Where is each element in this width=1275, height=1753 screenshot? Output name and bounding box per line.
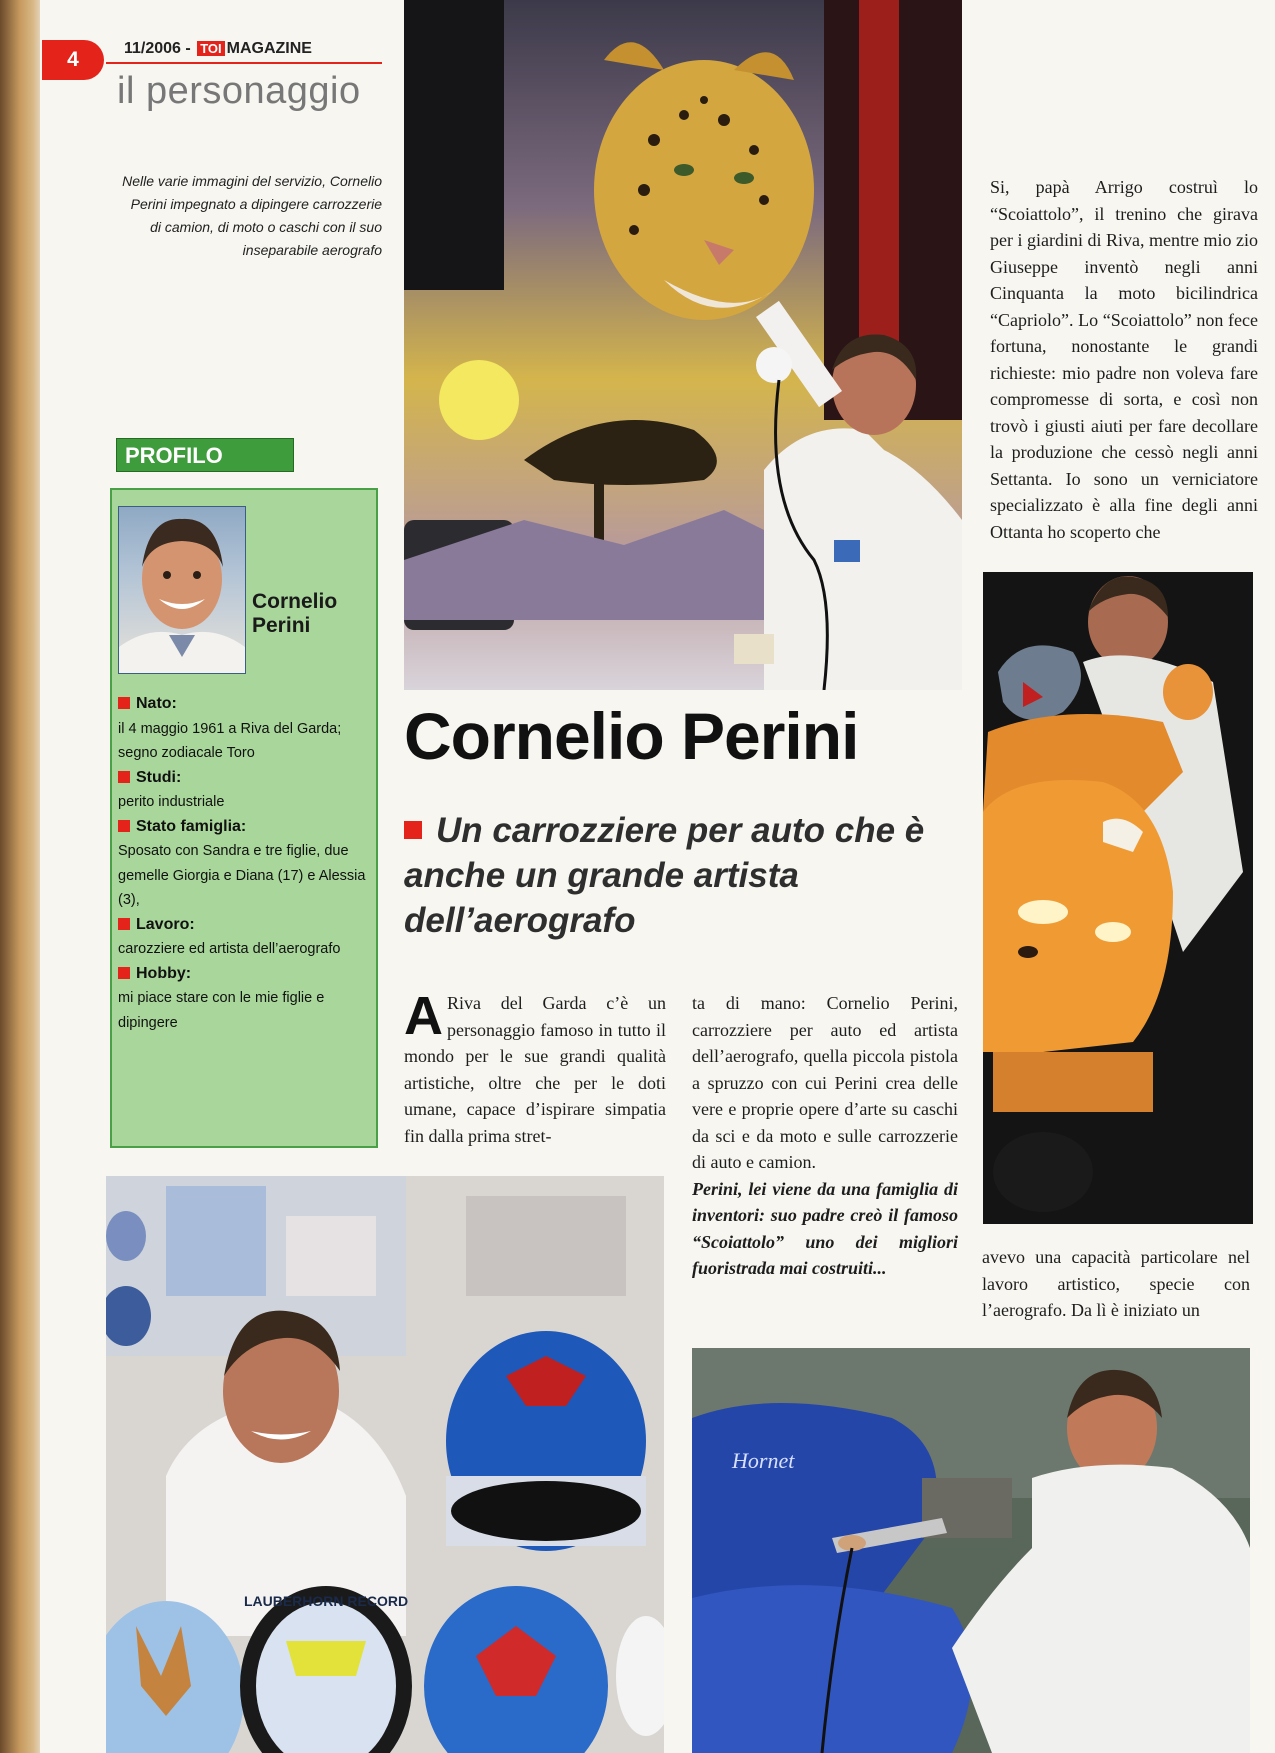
bullet-square-icon — [118, 820, 130, 832]
profile-label: Lavoro: — [136, 915, 195, 933]
bullet-square-icon — [118, 697, 130, 709]
brand-badge: TOI — [197, 41, 224, 56]
bullet-square-icon — [118, 967, 130, 979]
article-column-2 — [692, 990, 958, 1282]
helmet-lettering: LAUBERHORN RECORD — [243, 1593, 409, 1609]
bullet-square-icon — [118, 771, 130, 783]
profile-item — [118, 692, 374, 717]
article-subtitle-text: Un carrozziere per auto che è anche un grande artista dell’aerografo — [404, 811, 925, 940]
profile-label: Nato: — [136, 695, 177, 712]
interview-question: Perini, lei viene da una famiglia di inventori: suo padre creò il famoso “Scoiattolo” uno dei migliori fuoristrada mai costruiti... — [692, 1178, 958, 1278]
profile-item — [118, 962, 374, 987]
profile-item — [118, 815, 374, 840]
profile-name — [252, 590, 337, 638]
article-column-3 — [990, 174, 1258, 545]
article-subtitle — [404, 808, 944, 943]
article-column-3-continued — [982, 1244, 1250, 1324]
header-rule — [106, 62, 382, 64]
page-number: 4 — [42, 40, 104, 80]
photo-helmets — [106, 1176, 664, 1753]
photo-leopard-truck — [404, 0, 962, 690]
magazine-binding — [0, 0, 44, 1753]
profile-box — [110, 488, 378, 1148]
profile-heading: PROFILO — [116, 438, 294, 472]
profile-value: perito industriale — [118, 794, 225, 810]
photo-caption: Nelle varie immagini del servizio, Cornelio Perini impegnato a dipingere carrozzerie di camion, di moto o caschi con il suo inseparabile aerografo — [122, 173, 382, 258]
article-col3-bottom-text: avevo una capacità particolare nel lavoro artistico, specie con l’aerografo. Da lì è iniziato un — [982, 1247, 1250, 1320]
profile-label: Hobby: — [136, 964, 192, 982]
profile-value: Sposato con Sandra e tre figlie, due gemelle Giorgia e Diana (17) e Alessia (3), — [118, 843, 366, 908]
drop-cap: A — [404, 986, 443, 1046]
article-col1-text: Riva del Garda c’è un personaggio famoso in tutto il mondo per le sue grandi qualità artistiche, oltre che per le doti umane, capace d’ispirare simpatia fin dalla prima stret- — [404, 993, 666, 1146]
profile-value: mi piace stare con le mie figlie e dipingere — [118, 990, 325, 1031]
profile-last-name: Perini — [252, 614, 311, 637]
article-title: Cornelio Perini — [404, 699, 859, 773]
article-col3-top-text: Si, papà Arrigo costruì lo “Scoiattolo”, il trenino che girava per i giardini di Riva, mentre mio zio Giuseppe inventò negli anni Cinquanta la moto bicilindrica “Capriolo”. Lo “Scoiattolo” non fece fortuna, nonostante le grandi richieste: mio padre non voleva fare compromesse di sorta, e così non trovò i giusti aiuti per fare decollare la produzione che cessò negli anni Settanta. Io sono un verniciatore specializzato è alla fine degli anni Ottanta ho scoperto che — [990, 177, 1258, 542]
bike-lettering: Hornet — [732, 1448, 795, 1473]
profile-list — [118, 692, 374, 1035]
profile-value: carozziere ed artista dell’aerografo — [118, 941, 341, 957]
issue-line — [124, 40, 312, 58]
photo-scooter — [983, 572, 1253, 1224]
article-column-1 — [404, 986, 666, 1149]
bullet-square-icon — [404, 821, 422, 839]
profile-label: Studi: — [136, 768, 182, 786]
profile-item — [118, 913, 374, 938]
photo-motorbike-airbrush — [692, 1348, 1250, 1753]
issue-date: 11/2006 - — [124, 40, 191, 57]
profile-value: il 4 maggio 1961 a Riva del Garda; segno zodiacale Toro — [118, 720, 342, 761]
bullet-square-icon — [118, 918, 130, 930]
profile-first-name: Cornelio — [252, 590, 338, 613]
section-title: il personaggio — [117, 70, 361, 112]
profile-portrait-photo — [118, 506, 246, 674]
brand-name: MAGAZINE — [226, 40, 312, 57]
profile-item — [118, 766, 374, 791]
article-col2-text: ta di mano: Cornelio Perini, carrozziere per auto ed artista dell’aerografo, quella piccola pistola a spruzzo con cui Perini crea delle vere e proprie opere d’arte su caschi da sci e da moto e sulle carrozzerie di auto e camion. — [692, 993, 958, 1172]
profile-label: Stato famiglia: — [136, 817, 247, 835]
